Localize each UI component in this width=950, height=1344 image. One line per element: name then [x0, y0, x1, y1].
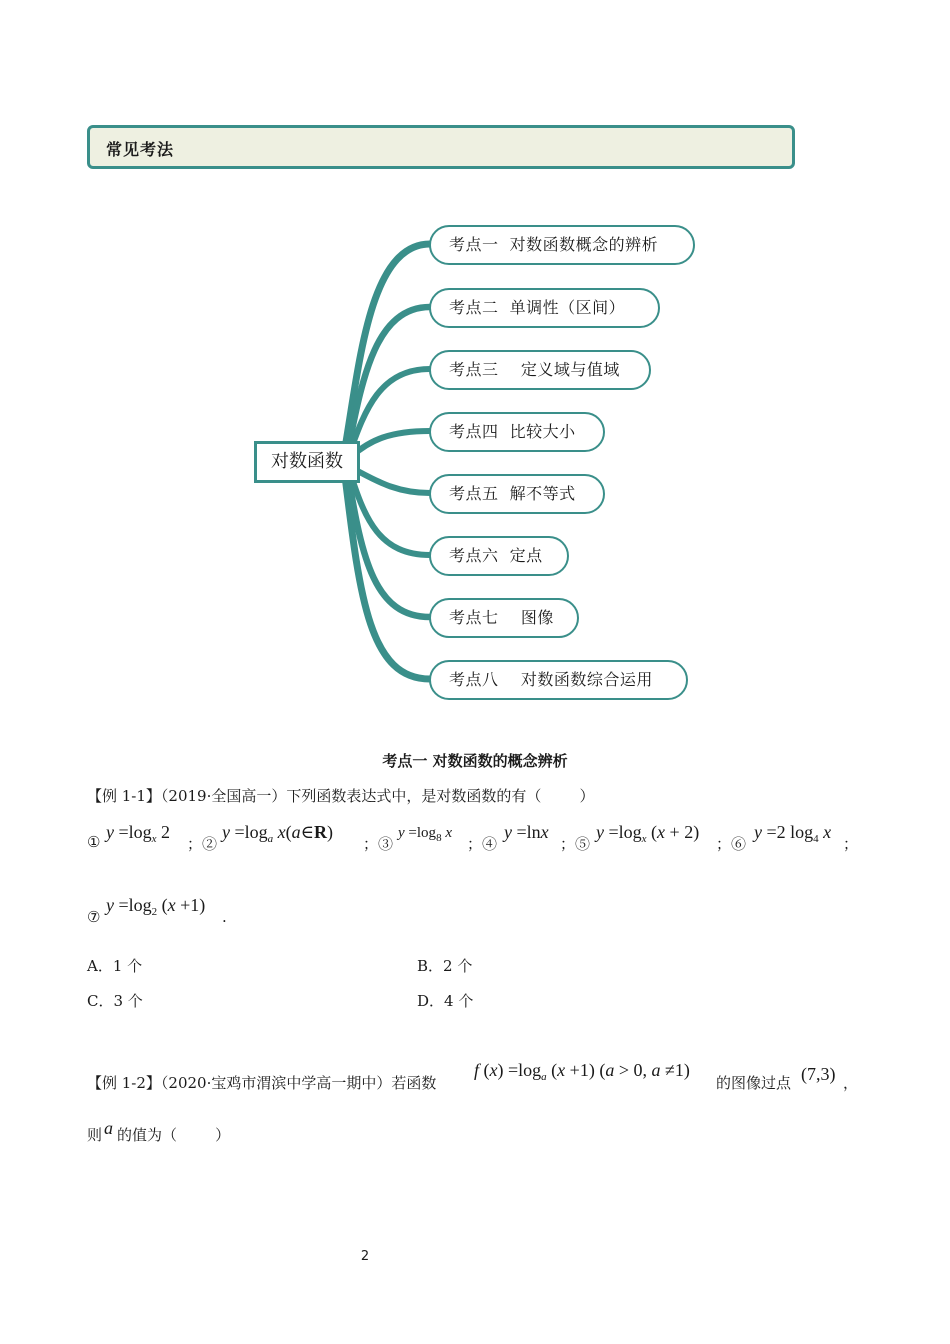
option-a: A．1 个 — [87, 957, 143, 975]
mindmap-node-3: 考点三 定义域与值域 — [429, 350, 651, 390]
marker-1: ① — [87, 833, 101, 851]
mindmap-node-2: 考点二 单调性（区间） — [429, 288, 660, 328]
formula-1: $y =\log_x$ 2 — [106, 822, 171, 845]
formula-3: $y =\log_8$ x — [398, 825, 452, 844]
formula-a: a — [104, 1118, 113, 1138]
mindmap-root: 对数函数 — [254, 441, 360, 483]
formula-8: f $(x) =\log_a$ (x +1) (a > 0, a ≠1) — [474, 1060, 690, 1083]
marker-4: ；④ — [467, 835, 498, 853]
branch-8 — [345, 476, 430, 679]
formula-point: (7,3) — [801, 1064, 836, 1084]
branch-5 — [352, 468, 430, 493]
example-2-mid: 的图像过点 — [716, 1074, 792, 1092]
example-2-lead: 【例 1-2】（2020·宝鸡市渭滨中学高一期中）若函数 — [87, 1074, 437, 1092]
formula-2: $y =\log_a$ x(a∈R) — [222, 822, 333, 845]
section-heading: 考点一 对数函数的概念辨析 — [382, 752, 568, 770]
marker-7: ⑦ — [87, 908, 101, 926]
option-c: C．3 个 — [87, 992, 143, 1010]
mindmap-node-8: 考点八 对数函数综合运用 — [429, 660, 688, 700]
formula-7: $y =\log_2$ (x +1) — [106, 895, 206, 918]
formula-6: y =2 $\log_4 x$ — [754, 822, 832, 845]
mindmap-node-1: 考点一 对数函数概念的辨析 — [429, 225, 695, 265]
mindmap-node-5: 考点五 解不等式 — [429, 474, 605, 514]
formula-5: $y =\log_x$ (x + 2) — [596, 822, 700, 845]
marker-2: ；② — [187, 835, 218, 853]
example-2-line2b: 的值为（ ） — [117, 1126, 231, 1144]
mindmap-node-6: 考点六 定点 — [429, 536, 569, 576]
option-d: D．4 个 — [417, 992, 474, 1010]
option-b: B．2 个 — [417, 957, 473, 975]
example-1-question: 【例 1-1】（2019·全国高一）下列函数表达式中，是对数函数的有（ ） — [87, 787, 595, 805]
mindmap-node-7: 考点七 图像 — [429, 598, 579, 638]
formula-4: y =lnx — [504, 822, 549, 842]
marker-3: ；③ — [363, 835, 394, 853]
marker-5: ；⑤ — [560, 835, 591, 853]
example-2-line2a: 则 — [87, 1126, 103, 1144]
formula-7-end: . — [222, 908, 227, 926]
marker-6: ；⑥ — [716, 835, 747, 853]
page-number: 2 — [360, 1249, 370, 1264]
example-2-comma: ， — [843, 1074, 859, 1092]
marker-end-row: ； — [843, 835, 859, 853]
mindmap-node-4: 考点四 比较大小 — [429, 412, 605, 452]
banner-title: 常见考法 — [106, 140, 175, 159]
branch-4 — [352, 431, 430, 456]
